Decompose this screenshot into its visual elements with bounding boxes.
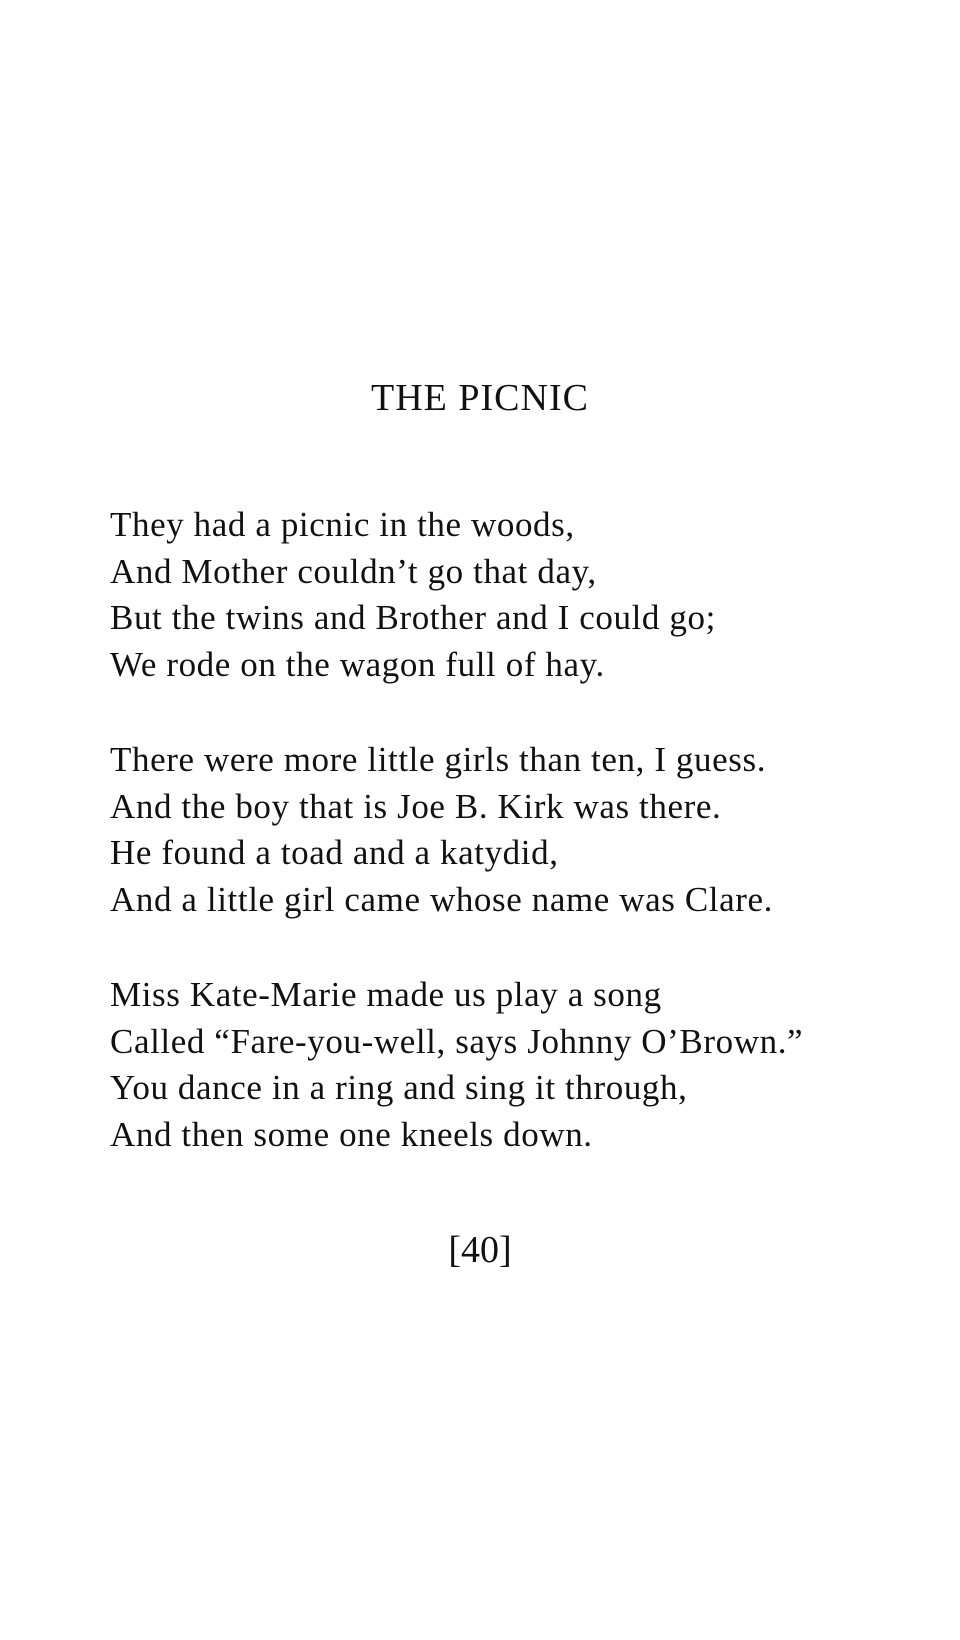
poem-line: You dance in a ring and sing it through, xyxy=(110,1068,688,1107)
poem-line: We rode on the wagon full of hay. xyxy=(110,644,605,684)
stanza-3 xyxy=(110,972,930,1158)
page-number: [40] xyxy=(448,1229,512,1271)
stanza-1 xyxy=(110,502,930,688)
poem-line: And Mother couldn’t go that day, xyxy=(110,551,597,591)
poem-line: Miss Kate-Marie made us play a song xyxy=(110,975,662,1014)
poem-line: But the twins and Brother and I could go; xyxy=(110,598,716,637)
poem-line: Called “Fare-you-well, says Johnny O’Brown.” xyxy=(110,1021,804,1061)
stanza-2 xyxy=(110,737,930,923)
poem-line: There were more little girls than ten, I guess. xyxy=(110,740,767,779)
poem-title: THE PICNIC xyxy=(371,377,589,419)
poem-line: And then some one kneels down. xyxy=(110,1114,593,1154)
poem-line: He found a toad and a katydid, xyxy=(110,833,559,872)
poem-line: And the boy that is Joe B. Kirk was there. xyxy=(110,786,722,826)
poem-line: They had a picnic in the woods, xyxy=(110,505,575,544)
poem-body xyxy=(110,502,930,1207)
poem-line: And a little girl came whose name was Clare. xyxy=(110,879,773,919)
